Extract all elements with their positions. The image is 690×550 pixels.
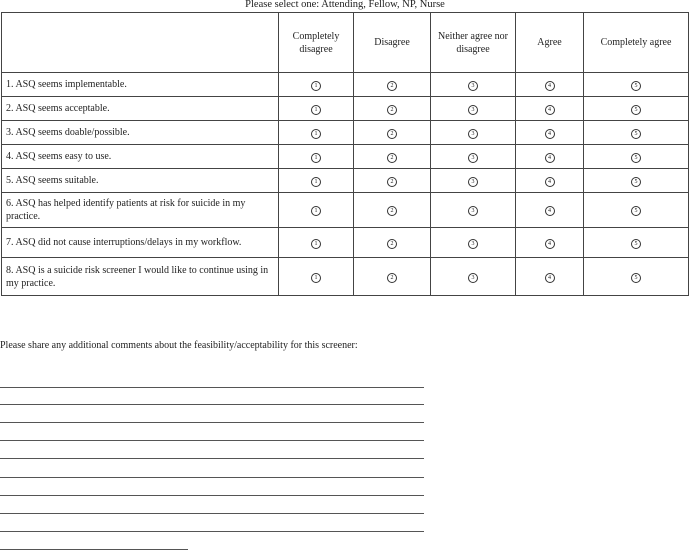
question-text: 2. ASQ seems acceptable. [2, 97, 279, 121]
circled-number[interactable]: 1 [311, 105, 321, 115]
question-text: 1. ASQ seems implementable. [2, 73, 279, 97]
circled-number[interactable]: 2 [387, 273, 397, 283]
question-text: 3. ASQ seems doable/possible. [2, 121, 279, 145]
circled-number[interactable]: 5 [631, 177, 641, 187]
circled-number[interactable]: 4 [545, 177, 555, 187]
table-row [2, 193, 689, 228]
column-header: Neither agree nor disagree [431, 13, 516, 73]
question-text: 8. ASQ is a suicide risk screener I would like to continue using in my practice. [2, 258, 279, 296]
comment-line[interactable] [0, 404, 424, 405]
comment-line[interactable] [0, 513, 424, 514]
rating-option[interactable] [431, 228, 516, 258]
rating-option[interactable] [354, 228, 431, 258]
rating-option[interactable] [584, 145, 689, 169]
rating-option[interactable] [279, 228, 354, 258]
comment-line[interactable] [0, 458, 424, 459]
circled-number[interactable]: 4 [545, 239, 555, 249]
rating-option[interactable] [431, 258, 516, 296]
rating-option[interactable] [354, 258, 431, 296]
circled-number[interactable]: 1 [311, 273, 321, 283]
rating-option[interactable] [516, 193, 584, 228]
circled-number[interactable]: 3 [468, 239, 478, 249]
rating-option[interactable] [584, 228, 689, 258]
rating-option[interactable] [516, 121, 584, 145]
rating-option[interactable] [279, 97, 354, 121]
circled-number[interactable]: 2 [387, 177, 397, 187]
column-header: Completely disagree [279, 13, 354, 73]
circled-number[interactable]: 2 [387, 153, 397, 163]
rating-option[interactable] [516, 258, 584, 296]
rating-option[interactable] [431, 73, 516, 97]
rating-option[interactable] [584, 258, 689, 296]
circled-number[interactable]: 3 [468, 177, 478, 187]
table-row [2, 228, 689, 258]
question-text: 6. ASQ has helped identify patients at risk for suicide in my practice. [2, 193, 279, 228]
rating-option[interactable] [279, 169, 354, 193]
circled-number[interactable]: 1 [311, 177, 321, 187]
question-text: 7. ASQ did not cause interruptions/delays in my workflow. [2, 228, 279, 258]
circled-number[interactable]: 5 [631, 105, 641, 115]
comment-line[interactable] [0, 495, 424, 496]
rating-option[interactable] [354, 97, 431, 121]
rating-option[interactable] [431, 193, 516, 228]
rating-option[interactable] [354, 169, 431, 193]
rating-option[interactable] [354, 73, 431, 97]
table-row [2, 73, 689, 97]
table-row [2, 169, 689, 193]
circled-number[interactable]: 3 [468, 273, 478, 283]
likert-table [1, 12, 689, 296]
rating-option[interactable] [516, 97, 584, 121]
circled-number[interactable]: 5 [631, 153, 641, 163]
comments-prompt: Please share any additional comments about the feasibility/acceptability for this screener: [0, 340, 358, 351]
circled-number[interactable]: 3 [468, 105, 478, 115]
circled-number[interactable]: 4 [545, 206, 555, 216]
comment-line[interactable] [0, 477, 424, 478]
role-selection-prompt: Please select one: Attending, Fellow, NP, Nurse [245, 0, 445, 10]
rating-option[interactable] [279, 121, 354, 145]
rating-option[interactable] [584, 97, 689, 121]
rating-option[interactable] [516, 228, 584, 258]
question-text: 4. ASQ seems easy to use. [2, 145, 279, 169]
rating-option[interactable] [584, 121, 689, 145]
rating-option[interactable] [431, 97, 516, 121]
circled-number[interactable]: 1 [311, 206, 321, 216]
circled-number[interactable]: 2 [387, 105, 397, 115]
column-header: Disagree [354, 13, 431, 73]
circled-number[interactable]: 5 [631, 129, 641, 139]
circled-number[interactable]: 2 [387, 239, 397, 249]
rating-option[interactable] [279, 73, 354, 97]
rating-option[interactable] [431, 169, 516, 193]
header-row [2, 13, 689, 73]
column-header: Completely agree [584, 13, 689, 73]
rating-option[interactable] [516, 73, 584, 97]
table-row [2, 97, 689, 121]
circled-number[interactable]: 4 [545, 105, 555, 115]
circled-number[interactable]: 2 [387, 206, 397, 216]
circled-number[interactable]: 2 [387, 129, 397, 139]
rating-option[interactable] [354, 193, 431, 228]
rating-option[interactable] [354, 121, 431, 145]
rating-option[interactable] [584, 193, 689, 228]
rating-option[interactable] [431, 121, 516, 145]
rating-option[interactable] [354, 145, 431, 169]
circled-number[interactable]: 1 [311, 81, 321, 91]
rating-option[interactable] [516, 145, 584, 169]
rating-option[interactable] [279, 145, 354, 169]
comment-line[interactable] [0, 422, 424, 423]
circled-number[interactable]: 3 [468, 81, 478, 91]
rating-option[interactable] [584, 73, 689, 97]
rating-option[interactable] [279, 258, 354, 296]
circled-number[interactable]: 3 [468, 129, 478, 139]
circled-number[interactable]: 4 [545, 129, 555, 139]
circled-number[interactable]: 4 [545, 153, 555, 163]
comment-line[interactable] [0, 387, 424, 388]
circled-number[interactable]: 4 [545, 273, 555, 283]
circled-number[interactable]: 2 [387, 81, 397, 91]
circled-number[interactable]: 3 [468, 153, 478, 163]
blank-header [2, 13, 279, 73]
circled-number[interactable]: 5 [631, 239, 641, 249]
circled-number[interactable]: 5 [631, 273, 641, 283]
table-row [2, 121, 689, 145]
rating-option[interactable] [584, 169, 689, 193]
question-text: 5. ASQ seems suitable. [2, 169, 279, 193]
circled-number[interactable]: 5 [631, 206, 641, 216]
circled-number[interactable]: 1 [311, 153, 321, 163]
comment-line[interactable] [0, 531, 424, 532]
rating-option[interactable] [431, 145, 516, 169]
rating-option[interactable] [516, 169, 584, 193]
circled-number[interactable]: 1 [311, 239, 321, 249]
circled-number[interactable]: 4 [545, 81, 555, 91]
table-row [2, 145, 689, 169]
circled-number[interactable]: 1 [311, 129, 321, 139]
table-row [2, 258, 689, 296]
column-header: Agree [516, 13, 584, 73]
circled-number[interactable]: 3 [468, 206, 478, 216]
rating-option[interactable] [279, 193, 354, 228]
comment-line[interactable] [0, 440, 424, 441]
circled-number[interactable]: 5 [631, 81, 641, 91]
